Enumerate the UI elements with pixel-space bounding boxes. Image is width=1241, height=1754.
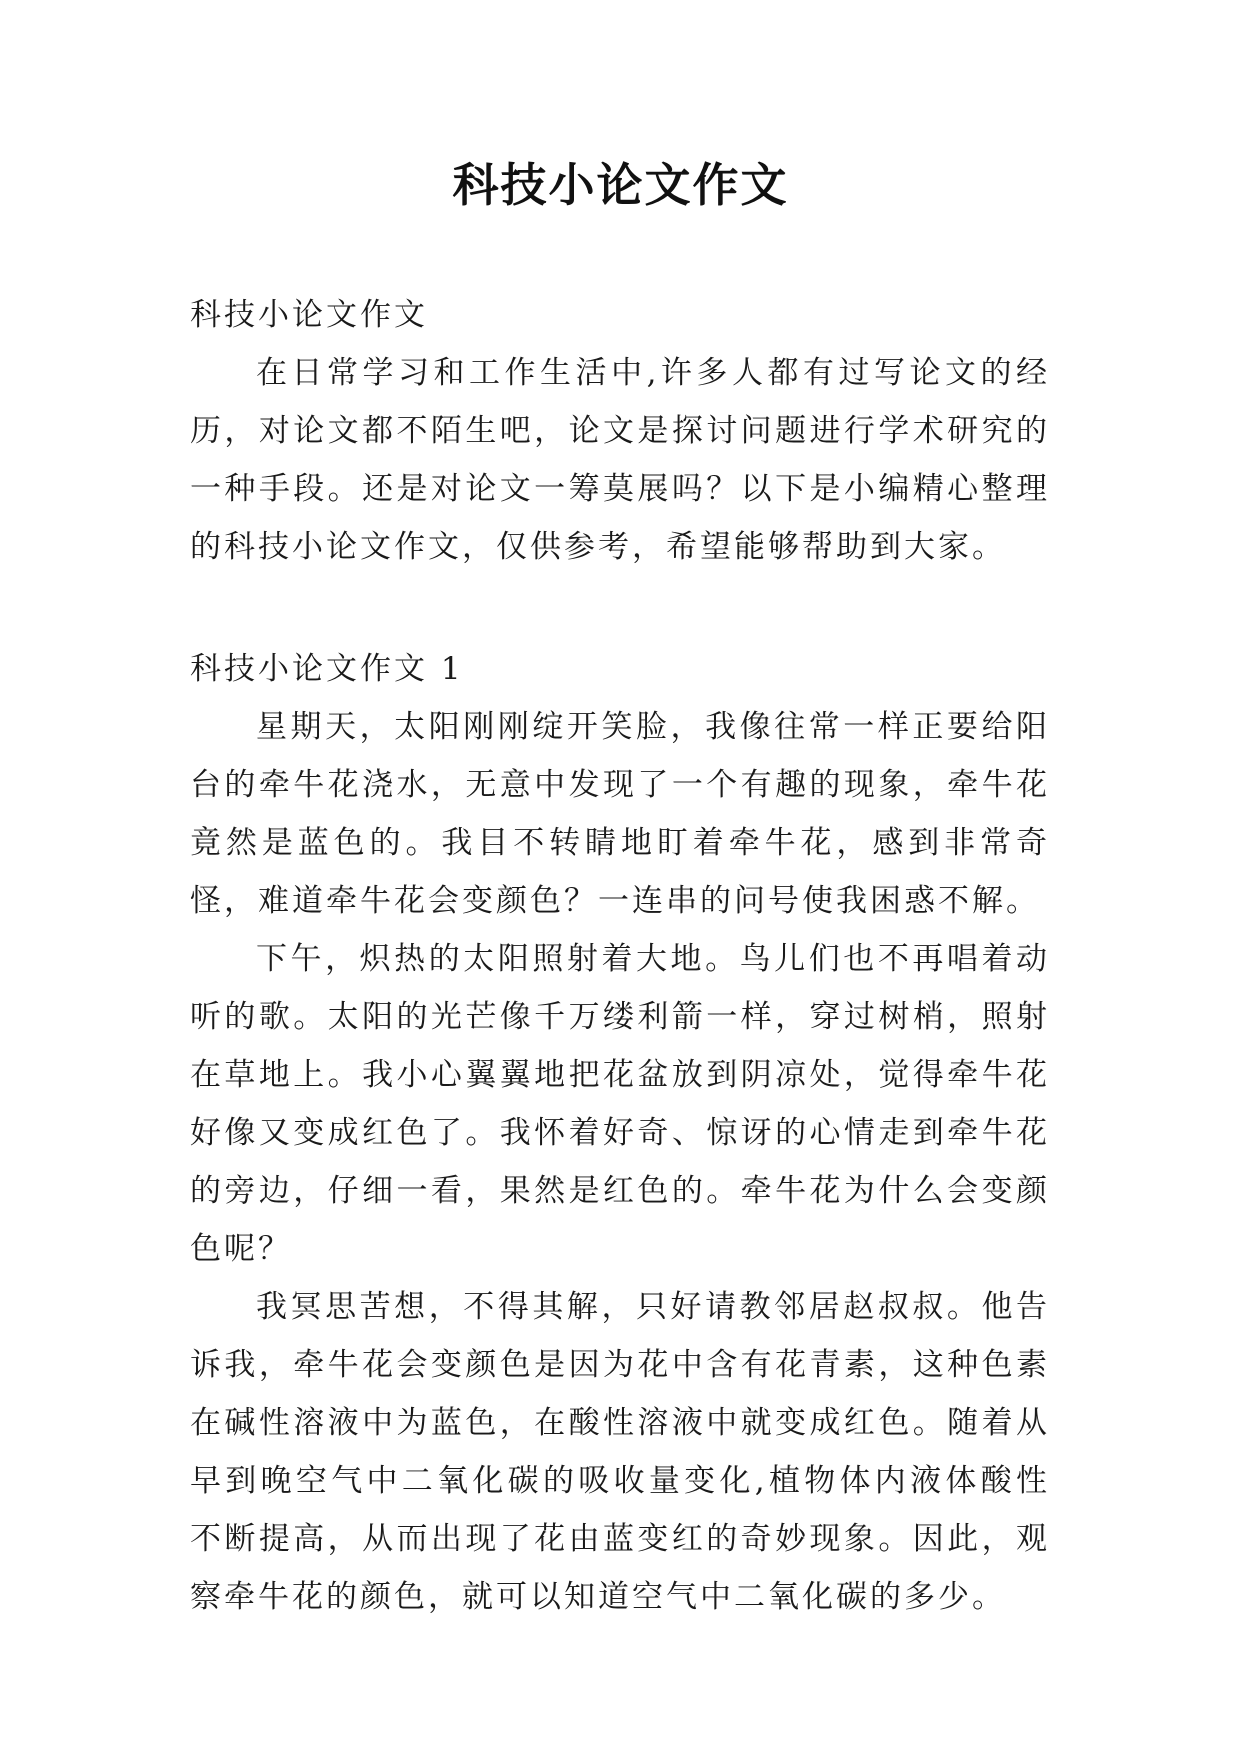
essay-1-paragraph-2: 下午，炽热的太阳照射着大地。鸟儿们也不再唱着动听的歌。太阳的光芒像千万缕利箭一样，穿过树梢，照射在草地上。我小心翼翼地把花盆放到阴凉处，觉得牵牛花好像又变成红色了。我怀着好奇、惊讶的心情走到牵牛花的旁边，仔细一看，果然是红色的。牵牛花为什么会变颜色呢？ bbox=[190, 941, 1050, 1267]
intro-heading: 科技小论文作文 bbox=[190, 297, 428, 333]
document-title: 科技小论文作文 bbox=[452, 158, 789, 212]
essay-1-paragraph-1: 星期天，太阳刚刚绽开笑脸，我像往常一样正要给阳台的牵牛花浇水，无意中发现了一个有趣的现象，牵牛花竟然是蓝色的。我目不转睛地盯着牵牛花，感到非常奇怪，难道牵牛花会变颜色？一连串的问号使我困惑不解。 bbox=[190, 709, 1050, 919]
essay-1-heading: 科技小论文作文 1 bbox=[190, 651, 464, 687]
section-spacer bbox=[190, 576, 1050, 640]
intro-paragraph: 在日常学习和工作生活中,许多人都有过写论文的经历，对论文都不陌生吧，论文是探讨问题进行学术研究的一种手段。还是对论文一筹莫展吗？以下是小编精心整理的科技小论文作文，仅供参考，希望能够帮助到大家。 bbox=[190, 355, 1050, 565]
document-body bbox=[190, 286, 1050, 1626]
essay-1-paragraph-3: 我冥思苦想，不得其解，只好请教邻居赵叔叔。他告诉我，牵牛花会变颜色是因为花中含有花青素，这种色素在碱性溶液中为蓝色，在酸性溶液中就变成红色。随着从早到晚空气中二氧化碳的吸收量变化,植物体内液体酸性不断提高，从而出现了花由蓝变红的奇妙现象。因此，观察牵牛花的颜色，就可以知道空气中二氧化碳的多少。 bbox=[190, 1289, 1050, 1615]
